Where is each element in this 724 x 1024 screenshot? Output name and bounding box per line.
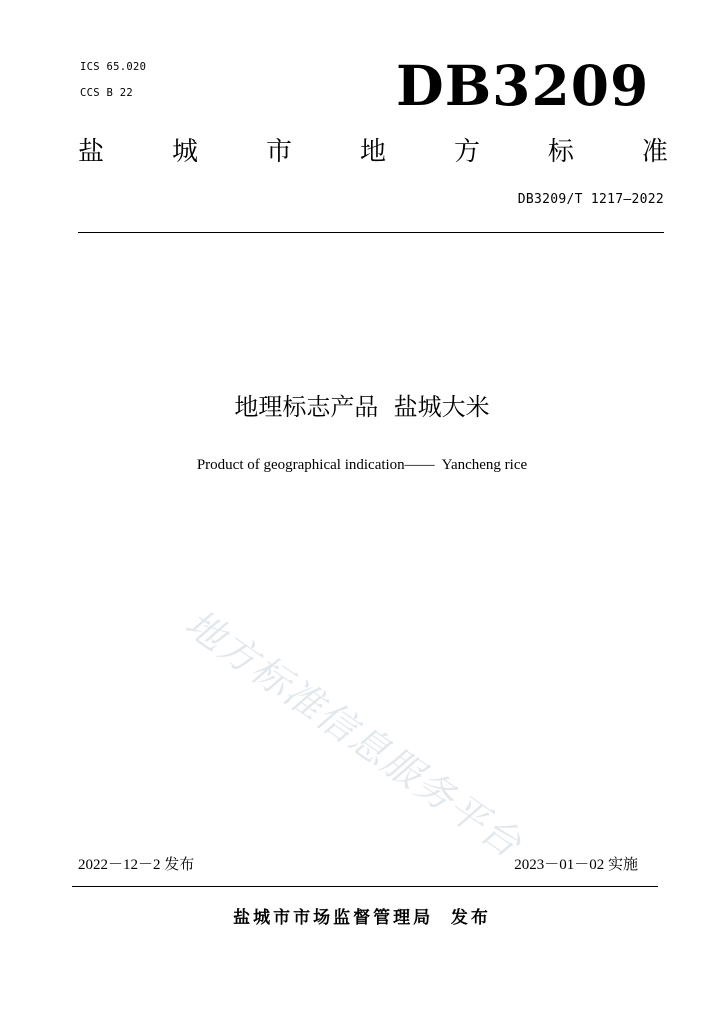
standard-type-char: 市: [265, 137, 292, 167]
standard-type-heading: [78, 139, 668, 165]
document-title-chinese: 地理标志产品 盐城大米: [234, 393, 490, 421]
standard-type-char: 标: [547, 137, 574, 167]
ccs-code: CCS B 22: [80, 87, 133, 99]
standard-type-char: 地: [359, 137, 386, 167]
issuing-authority: 盐城市市场监督管理局 发布: [233, 908, 491, 928]
standard-type-char: 城: [171, 137, 198, 167]
watermark: 地方标准信息服务平台: [177, 600, 531, 867]
document-title-english: Product of geographical indication—— Yancheng rice: [196, 457, 528, 473]
standard-type-char: 方: [453, 137, 480, 167]
issue-date: 2022－12－2 发布: [78, 857, 195, 873]
header-divider: [78, 232, 664, 233]
standard-type-char: 盐: [78, 137, 105, 167]
ics-code: ICS 65.020: [80, 61, 147, 73]
implementation-date: 2023－01－02 实施: [514, 857, 638, 873]
standard-number: DB3209/T 1217—2022: [517, 192, 664, 207]
standard-type-char: 准: [641, 137, 668, 167]
footer-divider: [72, 886, 658, 887]
standard-code-logo: DB3209: [396, 53, 650, 118]
